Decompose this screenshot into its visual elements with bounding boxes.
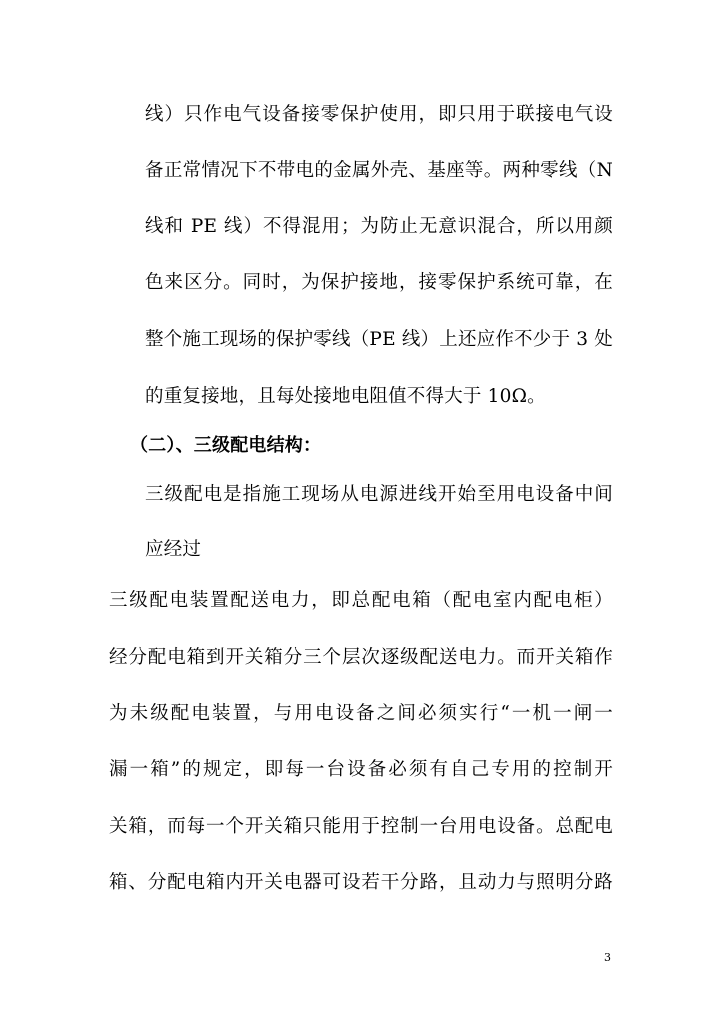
section-line-5: 为未级配电装置，与用电设备之间必须实行“一机一闸一 <box>109 703 613 724</box>
section-line-4: 经分配电箱到开关箱分三个层次逐级配送电力。而开关箱作 <box>109 647 613 668</box>
paragraph-line-3: 线和 PE 线）不得混用；为防止无意识混合，所以用颜 <box>145 216 613 237</box>
section-line-1: 三级配电是指施工现场从电源进线开始至用电设备中间 <box>145 484 613 505</box>
paragraph-line-5: 整个施工现场的保护零线（PE 线）上还应作不少于 3 处 <box>145 329 613 350</box>
paragraph-line-6: 的重复接地，且每处接地电阻值不得大于 10Ω。 <box>145 386 546 407</box>
page-number: 3 <box>604 951 611 964</box>
section-heading: （二）、三级配电结构： <box>130 435 322 456</box>
paragraph-line-1: 线）只作电气设备接零保护使用，即只用于联接电气设 <box>145 104 613 125</box>
section-line-6: 漏一箱”的规定，即每一台设备必须有自己专用的控制开 <box>109 759 613 780</box>
paragraph-line-4: 色来区分。同时，为保护接地，接零保护系统可靠，在 <box>145 272 613 293</box>
section-line-8: 箱、分配电箱内开关电器可设若干分路，且动力与照明分路 <box>109 872 613 893</box>
section-line-7: 关箱，而每一个开关箱只能用于控制一台用电设备。总配电 <box>109 816 613 837</box>
paragraph-line-2: 备正常情况下不带电的金属外壳、基座等。两种零线（N <box>145 160 613 181</box>
section-line-3: 三级配电装置配送电力，即总配电箱（配电室内配电柜） <box>109 590 613 611</box>
section-line-2: 应经过 <box>145 539 202 560</box>
